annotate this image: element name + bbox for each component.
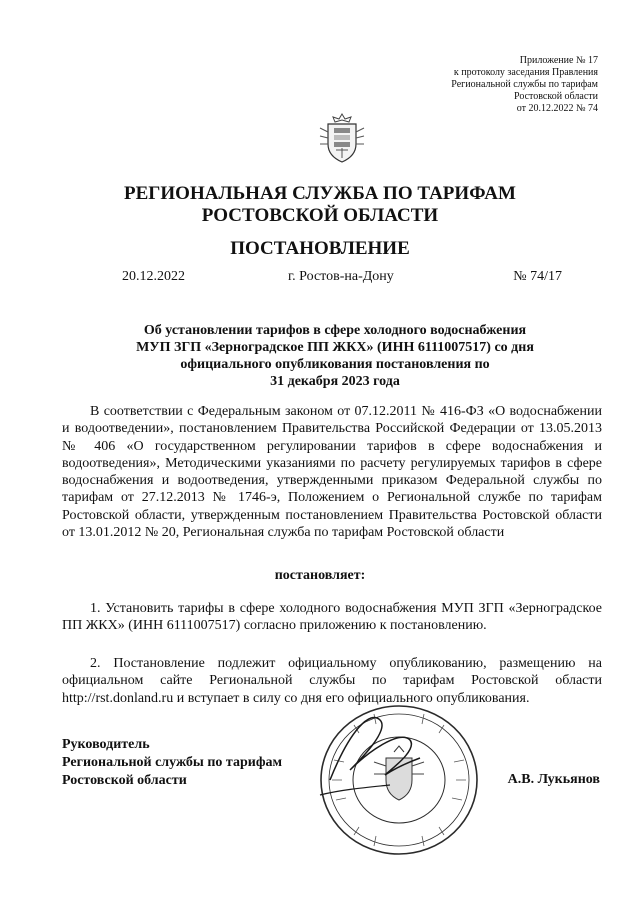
organization-name: [0, 183, 640, 227]
appendix-line: от 20.12.2022 № 74: [516, 103, 598, 114]
document-place: г. Ростов-на-Дону: [288, 269, 394, 284]
document-type: ПОСТАНОВЛЕНИЕ: [230, 238, 410, 259]
appendix-line: к протоколу заседания Правления: [453, 67, 598, 78]
document-date: 20.12.2022: [122, 269, 185, 284]
document-subject: [90, 322, 580, 390]
subject-line: Об установлении тарифов в сфере холодного водоснабжения: [143, 323, 527, 338]
decree-item-2: 2. Постановление подлежит официальному опубликованию, размещению на официальном сайте Региональной службы по тарифам Ростовской области http://rst.donland.ru и вступает в силу со дня его официального опубликования.: [62, 656, 602, 706]
org-line-1: РЕГИОНАЛЬНАЯ СЛУЖБА ПО ТАРИФАМ: [124, 183, 516, 204]
document-number: № 74/17: [513, 269, 562, 284]
org-line-2: РОСТОВСКОЙ ОБЛАСТИ: [201, 205, 439, 226]
signatory-title-line: Руководитель: [62, 737, 150, 752]
rostov-coat-of-arms-icon: [318, 110, 366, 166]
decree-item-1: 1. Установить тарифы в сфере холодного водоснабжения МУП ЗГП «Зерноградское ПП ЖКХ» (ИНН 6111007517) согласно приложению к постановлению.: [62, 601, 602, 634]
appendix-note: [451, 55, 598, 115]
appendix-line: Ростовской области: [514, 91, 598, 102]
decree-word: постановляет:: [274, 568, 366, 583]
signatory-title-line: Региональной службы по тарифам: [62, 755, 283, 770]
preamble-paragraph: В соответствии с Федеральным законом от 07.12.2011 № 416-ФЗ «О водоснабжении и водоотведении», постановлением Правительства Российской Федерации от 13.05.2013 № 406 «О государственном регулировании тарифов в сфере водоснабжения и водоотведения», Методическими указаниями по расчету регулируемых тарифов в сфере водоснабжения и водоотведения, утвержденными приказом Федеральной службы по тарифам от 27.12.2013 № 1746-э, Положением о Региональной службе по тарифам Ростовской области, утвержденным постановлением Правительства Ростовской области от 13.01.2012 № 20, Региональная служба по тарифам Ростовской области: [62, 404, 602, 541]
subject-line: МУП ЗГП «Зерноградское ПП ЖКХ» (ИНН 6111007517) со дня: [136, 340, 534, 355]
handwritten-signature: [290, 700, 430, 820]
appendix-line: Региональной службы по тарифам: [451, 79, 598, 90]
signatory-title: [62, 736, 282, 790]
appendix-line: Приложение № 17: [519, 55, 598, 66]
signatory-name: А.В. Лукьянов: [507, 772, 600, 787]
signatory-title-line: Ростовской области: [62, 773, 187, 788]
subject-line: 31 декабря 2023 года: [270, 374, 400, 389]
subject-line: официального опубликования постановления по: [180, 357, 490, 372]
